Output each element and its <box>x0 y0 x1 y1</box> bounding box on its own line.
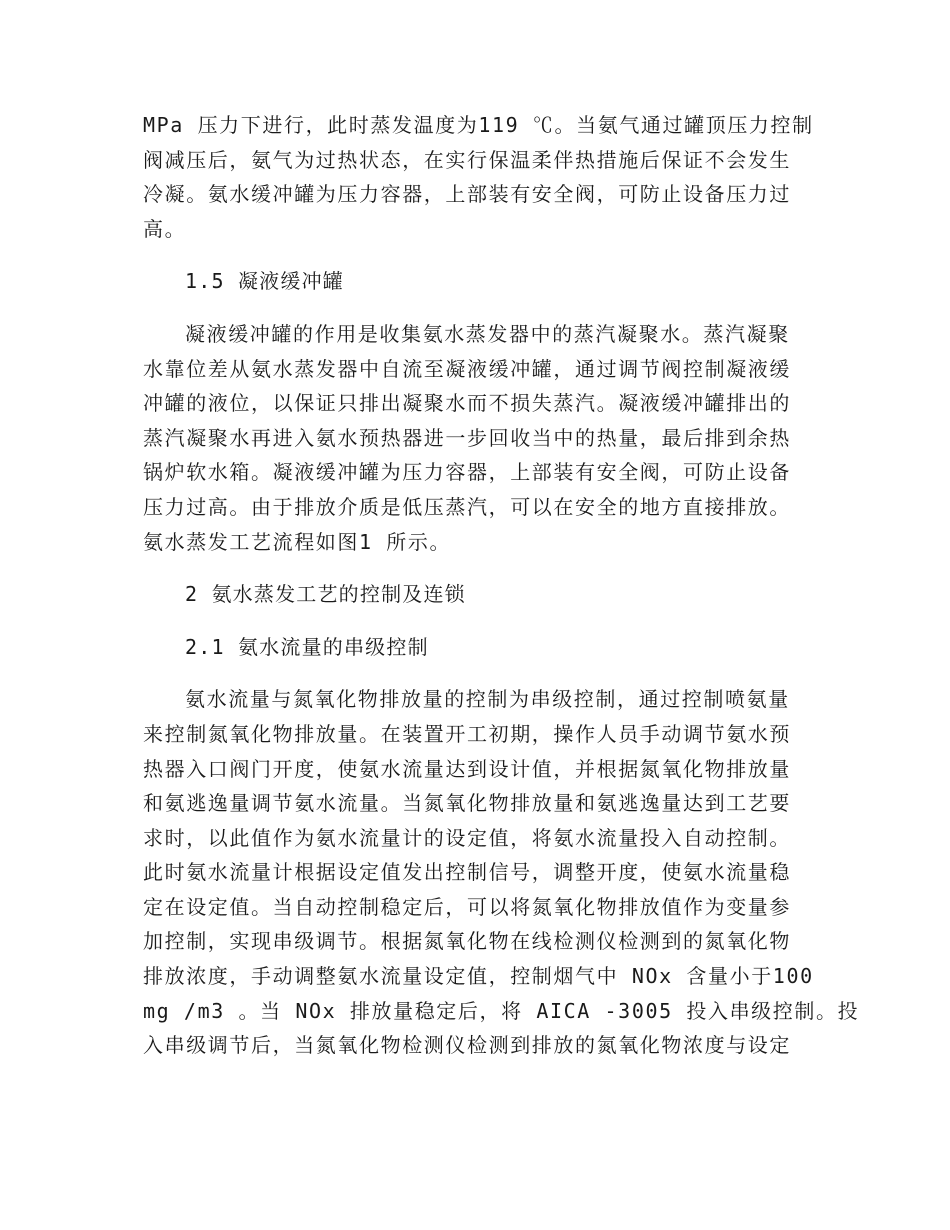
paragraph-cascade-control <box>143 682 860 1063</box>
document-body <box>143 108 860 1063</box>
paragraph-line: 定在设定值。当自动控制稳定后，可以将氮氧化物排放值作为变量参 <box>143 894 791 919</box>
paragraph-line: 高。 <box>143 216 187 241</box>
paragraph-line: 求时，以此值作为氨水流量计的设定值，将氨水流量投入自动控制。 <box>143 825 791 850</box>
paragraph-line: 和氨逃逸量调节氨水流量。当氮氧化物排放量和氨逃逸量达到工艺要 <box>143 791 791 816</box>
paragraph-line: MPa 压力下进行，此时蒸发温度为119 ℃。当氨气通过罐顶压力控制 <box>143 113 814 137</box>
paragraph-line: 压力过高。由于排放介质是低压蒸汽，可以在安全的地方直接排放。 <box>143 494 791 519</box>
section-heading-1-5: 1.5 凝液缓冲罐 <box>185 269 344 294</box>
paragraph-line: 冷凝。氨水缓冲罐为压力容器，上部装有安全阀，可防止设备压力过 <box>143 182 791 207</box>
paragraph-line: 热器入口阀门开度，使氨水流量达到设计值，并根据氮氧化物排放量 <box>143 756 791 781</box>
paragraph-line: 来控制氮氧化物排放量。在装置开工初期，操作人员手动调节氨水预 <box>143 721 791 746</box>
section-heading-2-1: 2.1 氨水流量的串级控制 <box>185 634 429 659</box>
paragraph-line: 阀减压后，氨气为过热状态，在实行保温柔伴热措施后保证不会发生 <box>143 147 791 172</box>
paragraph-line: 氨水流量与氮氧化物排放量的控制为串级控制，通过控制喷氨量 <box>185 687 790 712</box>
paragraph-line: 入串级调节后，当氮氧化物检测仪检测到排放的氮氧化物浓度与设定 <box>143 1033 791 1058</box>
paragraph-condensate-tank <box>143 317 803 559</box>
section-heading-2: 2 氨水蒸发工艺的控制及连锁 <box>185 582 466 607</box>
paragraph-line: 锅炉软水箱。凝液缓冲罐为压力容器，上部装有安全阀，可防止设备 <box>143 460 791 485</box>
paragraph-line: 水靠位差从氨水蒸发器中自流至凝液缓冲罐，通过调节阀控制凝液缓 <box>143 356 791 381</box>
paragraph-line: 加控制，实现串级调节。根据氮氧化物在线检测仪检测到的氮氧化物 <box>143 929 791 954</box>
paragraph-line: 排放浓度，手动调整氨水流量设定值，控制烟气中 NOx 含量小于100 <box>143 964 814 989</box>
paragraph-continuation <box>143 108 814 246</box>
paragraph-line: 凝液缓冲罐的作用是收集氨水蒸发器中的蒸汽凝聚水。蒸汽凝聚 <box>185 321 790 346</box>
paragraph-line: 氨水蒸发工艺流程如图1 所示。 <box>143 529 452 554</box>
paragraph-line: 冲罐的液位，以保证只排出凝聚水而不损失蒸汽。凝液缓冲罐排出的 <box>143 391 791 416</box>
paragraph-line: mg /m3 。当 NOx 排放量稳定后，将 AICA -3005 投入串级控制。投 <box>143 998 860 1023</box>
paragraph-line: 此时氨水流量计根据设定值发出控制信号，调整开度，使氨水流量稳 <box>143 860 791 885</box>
paragraph-line: 蒸汽凝聚水再进入氨水预热器进一步回收当中的热量，最后排到余热 <box>143 425 791 450</box>
